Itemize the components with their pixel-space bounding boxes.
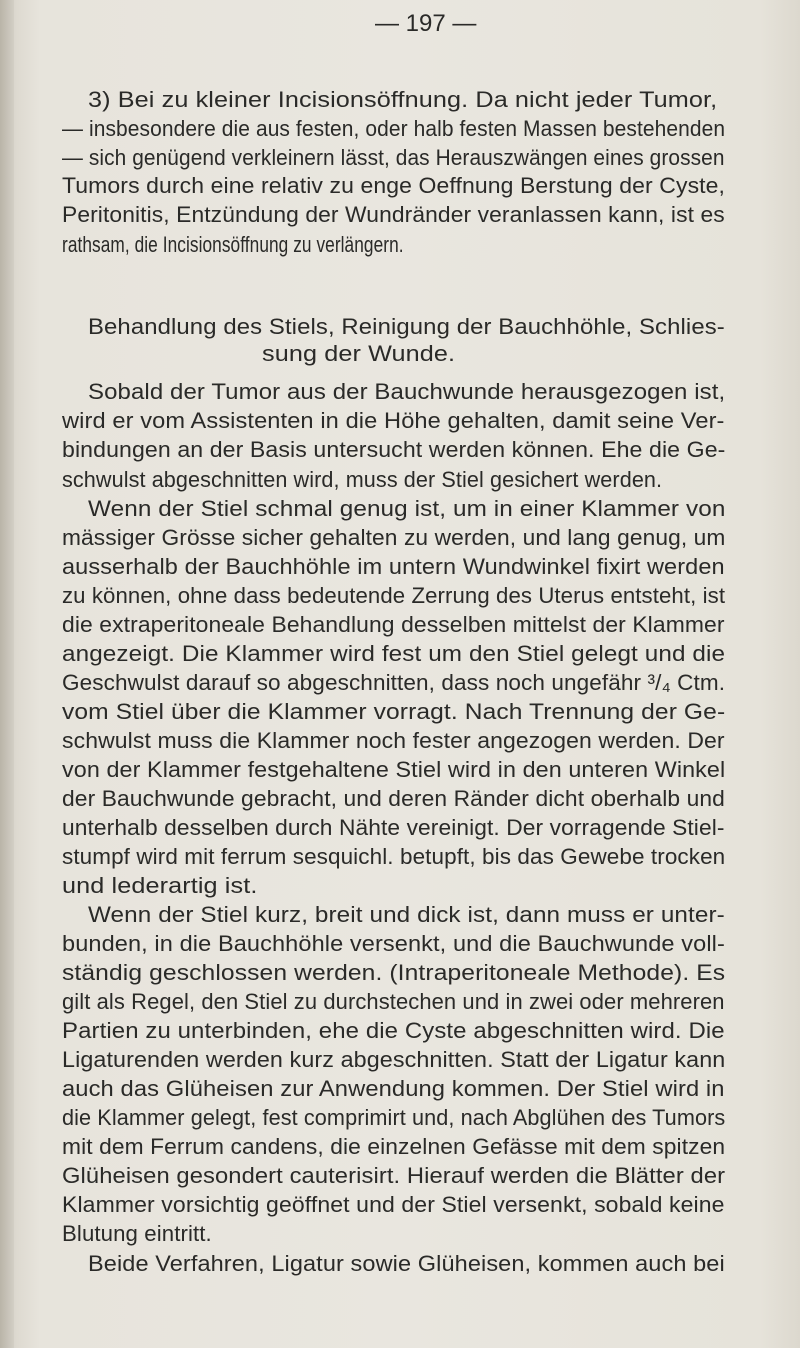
- page-number: — 197 —: [375, 10, 477, 37]
- text-line: Wenn der Stiel schmal genug ist, um in einer Klammer von: [88, 496, 726, 521]
- text-line: Beide Verfahren, Ligatur sowie Glüheisen, kommen auch bei: [88, 1251, 725, 1276]
- text-line: ständig geschlossen werden. (Intraperitoneale Methode). Es: [62, 960, 726, 985]
- text-line: rathsam, die Incisionsöffnung zu verlängern.: [62, 232, 404, 257]
- text-line: mässiger Grösse sicher gehalten zu werden, und lang genug, um: [62, 525, 726, 550]
- text-line: — insbesondere die aus festen, oder halb festen Massen bestehenden: [62, 116, 726, 141]
- text-line: der Bauchwunde gebracht, und deren Ränder dicht oberhalb und: [62, 786, 725, 811]
- text-line: schwulst muss die Klammer noch fester angezogen werden. Der: [62, 728, 725, 753]
- text-line: 3) Bei zu kleiner Incisionsöffnung. Da nicht jeder Tumor,: [88, 87, 718, 112]
- text-line: stumpf wird mit ferrum sesquichl. betupft, bis das Gewebe trocken: [62, 844, 726, 869]
- text-line: vom Stiel über die Klammer vorragt. Nach Trennung der Ge-: [62, 699, 726, 724]
- text-line: mit dem Ferrum candens, die einzelnen Gefässe mit dem spitzen: [62, 1134, 726, 1159]
- text-line: und lederartig ist.: [62, 873, 258, 898]
- text-line: wird er vom Assistenten in die Höhe gehalten, damit seine Ver-: [62, 408, 725, 433]
- text-line: bindungen an der Basis untersucht werden können. Ehe die Ge-: [62, 437, 726, 462]
- text-line: Partien zu unterbinden, ehe die Cyste abgeschnitten wird. Die: [62, 1018, 725, 1043]
- text-line: ausserhalb der Bauchhöhle im untern Wundwinkel fixirt werden: [62, 554, 725, 579]
- text-line: Ligaturenden werden kurz abgeschnitten. Statt der Ligatur kann: [62, 1047, 726, 1072]
- text-line: Behandlung des Stiels, Reinigung der Bauchhöhle, Schlies-: [88, 314, 725, 339]
- text-line: die extraperitoneale Behandlung desselben mittelst der Klammer: [62, 612, 725, 637]
- binding-gutter: [0, 0, 14, 1348]
- text-line: Wenn der Stiel kurz, breit und dick ist, dann muss er unter-: [88, 902, 725, 927]
- text-line: Tumors durch eine relativ zu enge Oeffnung Berstung der Cyste,: [62, 173, 726, 198]
- text-line: Glüheisen gesondert cauterisirt. Hierauf werden die Blätter der: [62, 1163, 726, 1188]
- text-line: die Klammer gelegt, fest comprimirt und, nach Abglühen des Tumors: [62, 1105, 726, 1130]
- text-line: — sich genügend verkleinern lässt, das Herauszwängen eines grossen: [62, 145, 725, 170]
- text-line: unterhalb desselben durch Nähte vereinigt. Der vorragende Stiel-: [62, 815, 725, 840]
- text-line: gilt als Regel, den Stiel zu durchstechen und in zwei oder mehreren: [62, 989, 725, 1014]
- text-line: Klammer vorsichtig geöffnet und der Stiel versenkt, sobald keine: [62, 1192, 725, 1217]
- text-line: von der Klammer festgehaltene Stiel wird in den unteren Winkel: [62, 757, 726, 782]
- text-line: angezeigt. Die Klammer wird fest um den Stiel gelegt und die: [62, 641, 726, 666]
- text-line: auch das Glüheisen zur Anwendung kommen. Der Stiel wird in: [62, 1076, 725, 1101]
- text-line: Geschwulst darauf so abgeschnitten, dass noch ungefähr ³/₄ Ctm.: [62, 670, 726, 695]
- text-line: Peritonitis, Entzündung der Wundränder veranlassen kann, ist es: [62, 202, 725, 227]
- text-line: Blutung eintritt.: [62, 1221, 212, 1246]
- text-line: schwulst abgeschnitten wird, muss der Stiel gesichert werden.: [62, 467, 663, 492]
- text-line: bunden, in die Bauchhöhle versenkt, und die Bauchwunde voll-: [62, 931, 725, 956]
- text-line: Sobald der Tumor aus der Bauchwunde herausgezogen ist,: [88, 379, 726, 404]
- text-line: sung der Wunde.: [262, 341, 456, 366]
- text-line: zu können, ohne dass bedeutende Zerrung des Uterus entsteht, ist: [62, 583, 726, 608]
